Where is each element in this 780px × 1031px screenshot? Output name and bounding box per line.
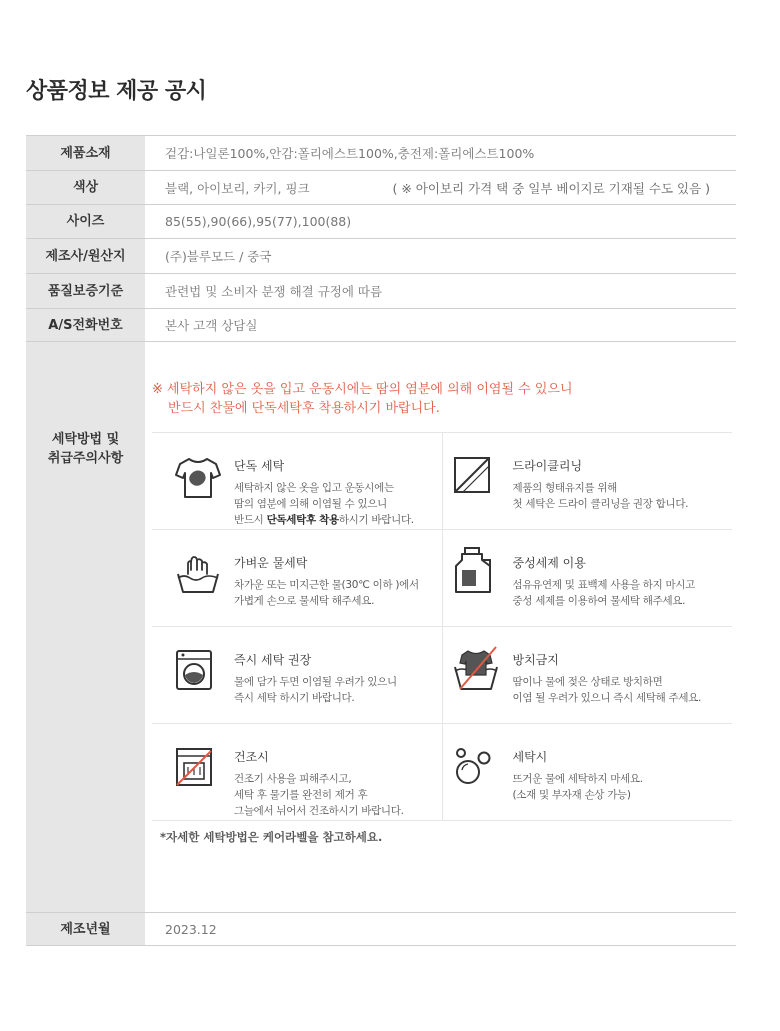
care-item-desc <box>234 480 414 528</box>
desc-line: 그늘에서 뉘어서 건조하시기 바랍니다. <box>234 805 404 817</box>
desc-line: 제품의 형태유지를 위해 <box>512 482 618 494</box>
row-value: 85(55),90(66),95(77),100(88) <box>165 214 352 229</box>
desc-line: 땀의 염분에 의해 이염될 수 있으니 <box>234 498 387 510</box>
row-label: 제조사/원산지 <box>26 239 145 273</box>
row-warranty <box>26 274 736 309</box>
care-item-desc <box>513 771 643 803</box>
care-item-no-leaving <box>443 627 733 723</box>
desc-line: 세탁 후 물기를 완전히 제거 후 <box>234 789 368 801</box>
warning-line2: 반드시 찬물에 단독세탁후 착용하시기 바랍니다. <box>168 401 440 416</box>
desc-text: 하시기 바랍니다. <box>338 514 414 526</box>
care-content <box>145 342 736 912</box>
row-care <box>26 342 736 913</box>
row-material <box>26 136 736 171</box>
row-maker <box>26 239 736 274</box>
desc-line: 땀이나 물에 젖은 상태로 방치하면 <box>512 676 663 688</box>
care-item-desc <box>234 771 404 819</box>
care-label-line1: 세탁방법 및 <box>51 432 120 447</box>
bubbles-icon <box>452 746 494 788</box>
hand-wash-icon <box>174 552 222 596</box>
care-item-title: 중성세제 이용 <box>512 556 586 570</box>
care-item-washing <box>443 724 733 820</box>
care-item-separate-wash <box>152 433 443 529</box>
desc-line: 물에 담가 두면 이염될 우려가 있으니 <box>234 676 397 688</box>
row-as-phone <box>26 309 736 342</box>
care-item-title: 방치금지 <box>512 653 559 667</box>
desc-line: 중성 세제를 이용하여 물세탁 해주세요. <box>512 595 686 607</box>
row-value: (주)블루모드 / 중국 <box>165 249 272 264</box>
detergent-icon <box>452 546 496 596</box>
row-label <box>26 342 145 912</box>
care-warning <box>152 380 573 418</box>
care-item-dry-clean <box>443 433 733 529</box>
care-item-title: 가벼운 물세탁 <box>234 556 308 570</box>
care-item-desc <box>234 577 419 609</box>
care-grid-row <box>152 627 732 724</box>
care-grid <box>152 432 732 821</box>
desc-line: 차가운 또는 미지근한 물(30℃ 이하 )에서 <box>234 579 419 591</box>
desc-line <box>234 512 414 528</box>
desc-line: 즉시 세탁 하시기 바랍니다. <box>234 692 355 704</box>
desc-line: 세탁하지 않은 옷을 입고 운동시에는 <box>234 482 394 494</box>
care-item-drying <box>152 724 443 820</box>
care-item-title: 단독 세탁 <box>234 459 285 473</box>
row-label: 품질보증기준 <box>26 274 145 308</box>
care-item-desc <box>513 577 696 609</box>
care-item-wash-promptly <box>152 627 443 723</box>
color-note: ( ※ 아이보리 가격 택 중 일부 베이지로 기재될 수도 있음 ) <box>392 180 710 196</box>
page-title: 상품정보 제공 공시 <box>26 79 207 104</box>
tshirt-icon <box>174 455 222 501</box>
desc-bold: 단독세탁후 착용 <box>266 514 339 526</box>
dry-clean-icon <box>452 455 492 495</box>
row-label: 제품소재 <box>26 136 145 170</box>
no-dryer-icon <box>174 746 214 788</box>
care-label-line2: 취급주의사항 <box>47 451 124 466</box>
care-item-title: 건조시 <box>234 750 269 764</box>
row-date <box>26 913 736 946</box>
no-soak-icon <box>452 645 500 693</box>
row-label: 제조년월 <box>26 913 145 945</box>
row-value: 관련법 및 소비자 분쟁 해결 규정에 따름 <box>165 284 383 299</box>
row-size <box>26 205 736 239</box>
color-value: 블랙, 아이보리, 카키, 핑크 <box>165 180 310 196</box>
row-value <box>145 171 736 204</box>
row-label: 색상 <box>26 171 145 204</box>
row-value: 2023.12 <box>165 921 217 937</box>
row-label: 사이즈 <box>26 205 145 238</box>
row-color <box>26 171 736 205</box>
care-grid-row <box>152 530 732 627</box>
desc-line: 첫 세탁은 드라이 클리닝을 권장 합니다. <box>512 498 689 510</box>
row-value: 겉감:나일론100%,안감:폴리에스트100%,충전제:폴리에스트100% <box>165 146 535 161</box>
care-item-desc <box>234 674 397 706</box>
warning-line1: ※ 세탁하지 않은 옷을 입고 운동시에는 땀의 염분에 의해 이염될 수 있으니 <box>152 382 573 397</box>
desc-line: 이염 될 우려가 있으니 즉시 세탁해 주세요. <box>512 692 702 704</box>
care-item-desc <box>513 480 689 512</box>
care-item-neutral-detergent <box>443 530 733 626</box>
washing-machine-icon <box>174 649 214 691</box>
desc-line: 섬유유연제 및 표백제 사용을 하지 마시고 <box>512 579 696 591</box>
desc-line: (소재 및 부자재 손상 가능) <box>512 789 631 801</box>
desc-line: 뜨거운 물에 세탁하지 마세요. <box>512 773 643 785</box>
product-info-table <box>26 135 736 946</box>
care-item-title: 즉시 세탁 권장 <box>234 653 312 667</box>
desc-line: 가볍게 손으로 물세탁 해주세요. <box>234 595 375 607</box>
care-grid-row <box>152 433 732 530</box>
row-value: 본사 고객 상담실 <box>165 318 258 333</box>
care-item-title: 드라이클리닝 <box>512 459 583 473</box>
care-footnote: *자세한 세탁방법은 케어라벨을 참고하세요. <box>160 830 383 844</box>
care-item-hand-wash <box>152 530 443 626</box>
desc-text: 반드시 <box>234 514 267 526</box>
care-item-desc <box>513 674 702 706</box>
care-item-title: 세탁시 <box>512 750 548 764</box>
desc-line: 건조기 사용을 피해주시고, <box>234 773 352 785</box>
row-label: A/S전화번호 <box>26 309 145 341</box>
care-grid-row <box>152 724 732 821</box>
